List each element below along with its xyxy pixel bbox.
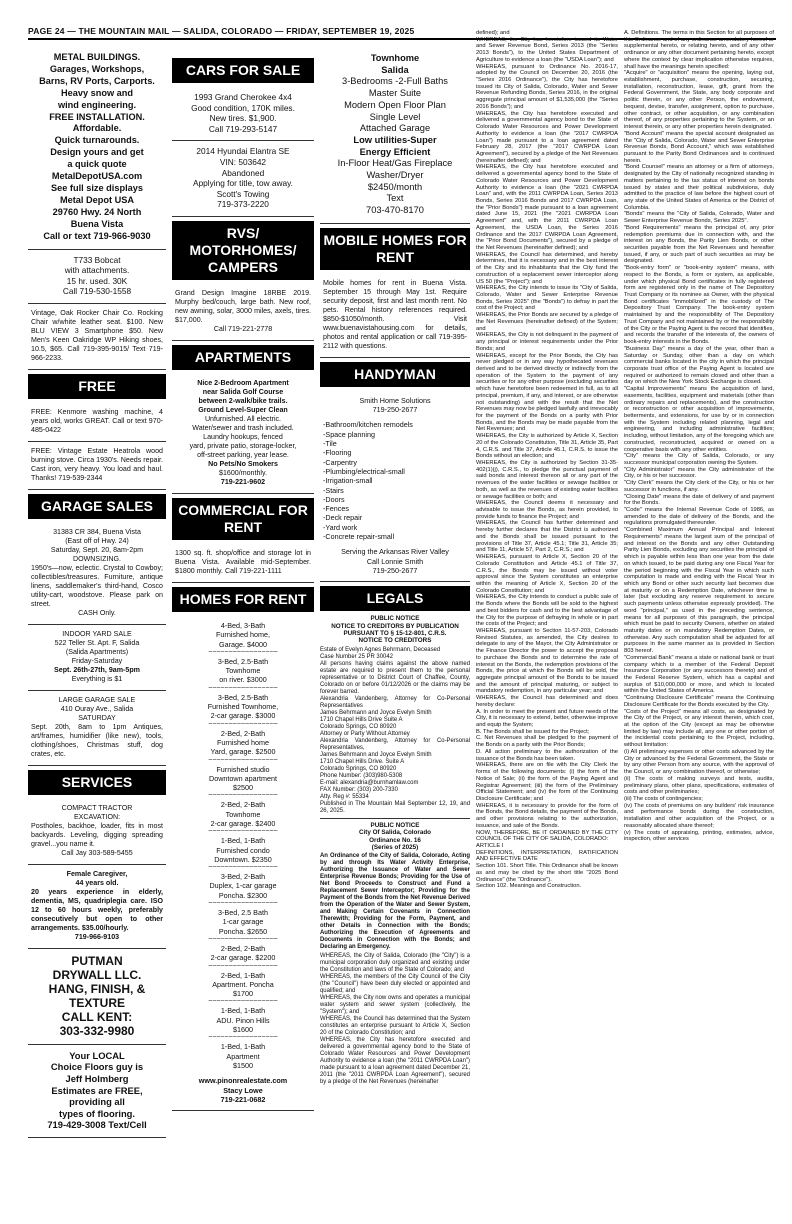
footer-line: Stacy Lowe: [223, 1085, 263, 1095]
putman-drywall-ad: [28, 949, 166, 1045]
listing-line: Furnished home: [217, 737, 269, 747]
home-listing: [175, 944, 311, 963]
ad-line: providing all: [69, 1096, 125, 1108]
list-item: -Tile: [323, 439, 337, 449]
ad-line: In-Floor Heat/Gas Fireplace: [337, 158, 453, 169]
ordinance-text-continued: defined); and WHEREAS, the City has heretofore issued its Water and Sewer Revenue Bond, Series 2013 (the "Series 2013 Bonds"), to the United States Department of Agriculture to evidence a loan (the "USDA Loan"); and WHEREAS, pursuant to Ordinance No. 2016-17, adopted by the Council on December 20, 2016 (the "Series 2016 Ordinance"), the City has heretofore issued its City of Salida, Colorado, Water and Sewer Revenue Refunding Bonds, Series 2016, in the original aggregate principal amount of $1,535,000 (the "Series 2016 Bonds"); and WHEREAS, the City has heretofore executed and delivered a governmental agency bond to the State of Colorado Water Resources and Power Development Authority to evidence a loan (the "2017 CWRPDA Loan") made pursuant to a loan agreement dated February 28, 2017 (the "2017 CWRPDA Loan Agreement"), secured by a pledge of the Net Revenues (hereinafter defined); and WHEREAS, the City has heretofore executed and delivered a governmental agency bond to the State of Colorado Water Resources and Power Development Authority to evidence a loan (the "2021 CWRPDA Loan" and, with the 2011 CWRPDA Loan, Series 2013 Bonds, Series 2016 Bonds and 2017 CWRPDA Loan, the "Prior Bonds") made pursuant to a loan agreement dated June 15, 2021 (the "2021 CWRPDA Loan Agreement" and, with the 2011 CWRPDA Loan Agreement, the USDA Loan, the Series 2016 Ordinance and the 2017 CWRPDA Loan Agreement, the "Prior Bond Documents"), secured by a pledge of the Net Revenues (hereinafter defined); and WHEREAS, the Council has determined, and hereby determines, that it is necessary and in the best interest of the City and its inhabitants that the City fund the construction of a replacement sewer interceptor along US 50 (the "Project"); and WHEREAS, the City intends to issue its "City of Salida, Colorado, Water and Sewer Enterprise Revenue Bonds, Series 2025" (the "Bonds") to defray in part the cost of the Project; and WHEREAS, the Prior Bonds are secured by a pledge of the Net Revenues (hereinafter defined) of the System; and WHEREAS, the City is not delinquent in the payment of any principal or interest requirements under the Prior Bonds; and WHEREAS, except for the Prior Bonds, the City has never pledged or in any way hypothecated revenues derived and to be derived directly or indirectly from the operation of the System to the payment of any securities or for any other purpose (excluding securities which have heretofore been redeemed in full, as to all principal, premium, if any, and interest, or are otherwise not outstanding) and with the result that the Net Revenues may now be pledged lawfully and irrevocably for the payment of the Bonds on a parity with Prior Bonds, and the Bonds may be made payable from the Net Revenues; and WHEREAS, the City is authorized by Article X, Section 20 of the Colorado Constitution, Title 31, Article 35, Part 4, C.R.S. and Title 37, Article 45.1, C.R.S. to issue the Bonds without an election; and WHEREAS, the City is authorized by Section 31-35-402(1)(j), C.R.S., to pledge the punctual payment of said bonds and interest thereon all or any part of the revenues of the water facilities or sewage facilities or both, as well as the revenues of existing water facilities or sewage facilities or both; and WHEREAS, the Council deems it necessary and advisable to issue the Bonds, as herein provided, to provide funds to finance the Project; and WHEREAS, the Council has further determined and hereby further declares that the District is authorized and the Bonds shall be issued pursuant to the provisions of Title 37, Article 45.1; Title 31, Article 35; and Title 11, Article 57, Part 2, C.R.S.; and WHEREAS, pursuant to Article X, Section 20 of the Colorado Constitution and Article 45.1 of Title 37, C.R.S., the Bonds may be issued without voter approval since the System constitutes an enterprise within the meaning of Article X, Section 20 of the Colorado Constitution; and WHEREAS, the City intends to conduct a public sale of the Bonds where the Bonds will be sold to the highest and best bidders for cash and to the best advantage of the City for the purpose of defraying in whole or in part the costs of the Project; and WHEREAS, pursuant to Section 11-57-203, Colorado Revised Statutes, as amended, the City desires to delegate to any of the Mayor, the City Administrator or the Finance Director the power to accept the proposal to purchase the Bonds and to determine the rate of interest on the Bonds, the redemption provisions of the Bonds, the price at which the Bonds will be sold, the aggregate principal amount of the Bonds to be issued and the amount of principal maturing, or subject to mandatory redemption, in any particular year; and WHEREAS, the Council has determined and does hereby declare: A. In order to meet the present and future needs of the City, it is necessary to extend, better, otherwise improve and equip the System; B. The Bonds shall be issued for the Project; C. Net Revenues shall be pledged to the payment of the Bonds on a parity with the Prior Bonds; D. All action preliminary to the authorization of the issuance of the Bonds has been taken. WHEREAS, there are on file with the City Clerk the forms of the following documents: (i) the form of the Notice of Sale; (ii) the form of the Paying Agent and Registrar Agreement; (iii) the form of the Preliminary Official Statement; and (iv) the form of the Continuing Disclosure Certificate; and WHEREAS, it is necessary to provide for the form of the Bonds, the Bond details, the payment of the Bonds, and other provisions relating to the authorization, issuance, and sale of the Bonds. NOW, THEREFORE, BE IT ORDAINED BY THE CITY COUNCIL OF THE CITY OF SALIDA, COLORADO: ARTICLE I DEFINITIONS, INTERPRETATION, RATIFICATION AND EFFECTIVE DATE Section 101. Short Title. This Ordinance shall be known as and may be cited by the short title "2025 Bond Ordinance" (the "Ordinance"). Section 102. Meanings and Construction.: [476, 30, 618, 890]
listing-line: Downtown apartment: [209, 773, 277, 783]
townhome-ad: [320, 48, 470, 224]
listing-line: 3-Bed, 2.5 Bath: [218, 908, 268, 918]
ad-line: Sept. 26th-27th, 9am-5pm: [54, 665, 140, 674]
section-handyman: HANDYMAN: [320, 362, 470, 387]
listing-separator: ~~~~~~~~~~~~~~~~~: [208, 720, 278, 728]
ad-line: Energy Efficient: [359, 146, 431, 157]
listing-line: 2-car garage. $2200: [210, 953, 276, 963]
ad-line: Nice 2-Bedroom Apartment: [197, 378, 289, 387]
ad-line: 3-Bedrooms -2-Full Baths: [342, 76, 448, 87]
listing-line: 2-Bed, 2-Bath: [220, 800, 266, 810]
ad-line: Choice Floors guy is: [50, 1061, 144, 1073]
ad-line: DOWNSIZING.: [72, 554, 122, 563]
ad-line: CALL KENT:: [61, 1009, 133, 1024]
legal-notice-2-body: WHEREAS, the City of Salida, Colorado (the "City") is a municipal corporation duly organized and existing under the Constitution and laws of the State of Colorado; and WHEREAS, the members of the City Council of the City (the "Council") have been duly elected or appointed and qualified; and WHEREAS, the City now owns and operates a municipal water system and sewer system (collectively, the "System"); and WHEREAS, the Council has determined that the System constitutes an enterprise pursuant to Article X, Section 20 of the Colorado Constitution; and WHEREAS, the City has heretofore executed and delivered a governmental agency bond to the State of Colorado Water Resources and Power Development Authority to evidence a loan (the "2011 CWRPDA Loan") made pursuant to a loan agreement dated December 21, 2011 (the "2011 CWRPDA Loan Agreement"), secured by a pledge of the Net Revenues (hereinafter: [320, 953, 470, 1086]
ad-line: 703-470-8170: [366, 205, 424, 216]
ad-line: Estimates are FREE,: [51, 1084, 143, 1096]
ad-line: types of flooring.: [58, 1107, 136, 1119]
list-item: -Plumbing/electrical-small: [323, 466, 405, 476]
listing-line: Townhome: [225, 666, 261, 676]
ad-line: EXCAVATION:: [73, 812, 121, 821]
legal-notice-1-heading: PUBLIC NOTICE NOTICE TO CREDITORS BY PUBLICATION PURSUANT TO § 15-12-801, C.R.S. NOTICE TO CREDITORS: [331, 615, 459, 645]
ad-line: 31383 CR 384, Buena Vista: [53, 527, 141, 536]
listing-line: 2-Bed, 2-Bath: [220, 728, 266, 738]
ad-line: Applying for title, tow away.: [193, 178, 293, 189]
section-commercial: COMMERCIAL FOR RENT: [172, 498, 314, 540]
ad-line: T733 Bobcat: [73, 254, 121, 265]
ad-line: TEXTURE: [68, 995, 125, 1010]
home-listing: [175, 693, 311, 721]
section-apartments: APARTMENTS: [172, 345, 314, 370]
car-ad-2: [172, 141, 314, 217]
ad-line: Female Caregiver,: [66, 869, 128, 878]
ad-line: Laundry hookups, fenced: [203, 432, 283, 441]
ad-line: (East off of Hwy. 24): [65, 536, 129, 545]
ad-line: 303-332-9980: [59, 1023, 135, 1038]
listing-line: Garage. $4000: [219, 639, 267, 649]
ad-line: Single Level: [369, 111, 421, 122]
listing-line: Duplex, 1-car garage: [209, 881, 277, 891]
ad-line: Good condition, 170K miles.: [191, 102, 295, 113]
section-services: SERVICES: [28, 770, 166, 795]
ad-line: Barns, RV Ports, Carports.: [39, 75, 155, 86]
ad-line: a quick quote: [67, 159, 127, 170]
listing-separator: ~~~~~~~~~~~~~~~~~: [208, 962, 278, 970]
ad-line: Scott's Towing: [216, 188, 270, 199]
home-listing: [175, 971, 311, 999]
ad-line: 522 Teller St. Apt. F, Salida: [54, 638, 140, 647]
home-listing: [175, 657, 311, 685]
listing-line: 3-Bed, 2.5-Bath: [217, 656, 269, 666]
listing-separator: ~~~~~~~~~~~~~~~~~: [208, 935, 278, 943]
homes-footer: [175, 1076, 311, 1104]
ad-body: Postholes, backhoe, loader, fits in most backyards. Leveling, digging spreading gravel...you name it.: [31, 821, 163, 848]
ad-line: Master Suite: [368, 88, 422, 99]
legal-notice-2-heading: PUBLIC NOTICE City Of Salida, Colorado Ordinance No. 16 (Series of 2025): [358, 821, 432, 852]
section-free: FREE: [28, 374, 166, 399]
ad-line: Abandoned: [221, 167, 265, 178]
section-rvs: RVS/ MOTORHOMES/ CAMPERS: [172, 221, 314, 280]
ad-line: between 2-walk/bike trails.: [198, 396, 288, 405]
bobcat-ad: [28, 250, 166, 304]
free-ad-1: FREE: Kenmore washing machine, 4 years old, works GREAT. Call or text 970-485-0422: [28, 403, 166, 442]
footer-line: www.pinonrealestate.com: [198, 1076, 288, 1086]
ad-line: CASH Only.: [78, 608, 116, 617]
ad-line: 15 hr. used. 30K: [66, 275, 128, 286]
list-item: -Yard work: [323, 522, 358, 532]
listing-line: on river. $3000: [219, 675, 267, 685]
ad-line: 410 Ouray Ave., Salida: [60, 704, 134, 713]
column-5: [624, 30, 774, 1210]
section-homes-for-rent: HOMES FOR RENT: [172, 587, 314, 612]
ad-line: $1600/monthly.: [219, 468, 267, 477]
ad-line: Metal Depot USA: [59, 194, 135, 205]
column-2: [172, 48, 314, 1111]
home-listing: [175, 729, 311, 757]
listing-separator: ~~~~~~~~~~~~~~~~~: [208, 998, 278, 1006]
listing-line: Poncha. $2650: [218, 926, 268, 936]
home-listing: [175, 872, 311, 900]
listing-separator: ~~~~~~~~~~~~~~~~~: [208, 900, 278, 908]
metal-buildings-ad: [28, 48, 166, 250]
listing-line: $1600: [233, 1025, 253, 1035]
ad-line: Ground Level-Super Clean: [198, 405, 288, 414]
list-item: -Concrete repair-small: [323, 532, 395, 541]
ad-line: Heavy snow and: [61, 87, 133, 98]
listing-line: 2-Bed, 1-Bath: [220, 970, 266, 980]
ad-line: 719-373-2220: [217, 199, 269, 210]
ad-line: 2014 Hyundai Elantra SE: [196, 146, 290, 157]
section-garage-sales: GARAGE SALES: [28, 494, 166, 519]
ad-line: yard, private patio, storage-locker,: [189, 441, 297, 450]
home-listing: [175, 800, 311, 828]
listing-separator: ~~~~~~~~~~~~~~~~~: [208, 1034, 278, 1042]
listing-separator: ~~~~~~~~~~~~~~~~~: [208, 756, 278, 764]
ad-line: MetalDepotUSA.com: [51, 171, 143, 182]
listing-line: $2500: [233, 783, 253, 793]
listing-line: Apartment. Poncha: [212, 979, 274, 989]
home-listing: [175, 1042, 311, 1070]
ad-body: 20 years experience in elderly, dementia, MS, quadriplegia care. ISO 12 to 60 hours weekly, preferably consecutively but open to other arrangements. $35.00/hourly.: [31, 887, 163, 932]
ad-line: 29760 Hwy. 24 North: [52, 206, 142, 217]
listing-line: 2-Bed, 2-Bath: [220, 943, 266, 953]
ad-line: 719-250-2677: [372, 405, 418, 415]
ad-line: Townhome: [370, 53, 420, 63]
ad-line: Modern Open Floor Plan: [344, 99, 446, 110]
listing-line: Townhome: [225, 809, 261, 819]
home-listing: [175, 836, 311, 864]
apartment-ad: [172, 374, 314, 494]
section-legals: LEGALS: [320, 586, 470, 611]
ad-line: (Salida Apartments): [65, 647, 129, 656]
ad-line: PUTMAN: [71, 953, 123, 968]
ad-line: 719-250-2677: [372, 565, 418, 575]
rv-ad: [172, 284, 314, 341]
list-item: -Irrigation-small: [323, 476, 373, 486]
ad-line: off-street parking, year lease.: [197, 450, 289, 459]
listing-line: Furnished condo: [216, 845, 270, 855]
ad-line: HANG, FINISH, &: [48, 981, 146, 996]
listing-line: 3-Bed, 2.5-Bath: [217, 692, 269, 702]
ad-line: Garages, Workshops,: [49, 63, 145, 74]
listing-line: Furnished home,: [216, 630, 270, 640]
ad-line: 719-966-9103: [74, 932, 120, 941]
listing-line: Downtown. $2350: [214, 854, 272, 864]
ad-line: METAL BUILDINGS.: [53, 52, 141, 62]
listing-separator: ~~~~~~~~~~~~~~~~~: [208, 828, 278, 836]
ad-line: SATURDAY: [78, 713, 116, 722]
ad-line: Your LOCAL: [69, 1049, 125, 1061]
ad-line: Washer/Dryer: [366, 170, 424, 181]
ad-line: Design yours and get: [50, 147, 144, 158]
legal-notice-2-title: An Ordinance of the City of Salida, Colorado, Acting by and through Its Water Activity Enterprise, Authorizing the Issuance of Water and Sewer Enterprise Revenue Bonds; Providing for the Use of Net Bond Proceeds to Construct and Fund a Replacement Sewer Interceptor; Providing for the Payment of the Bonds from the Net Revenue Derived from the Operation of the Water and Sewer System, and Making Certain Covenants in Connection Therewith; Providing for the Form, Payment, and other Details in Connection with the Bonds; Authorizing the Execution of Agreements and Documents in Connection with the Bonds; and Declaring an Emergency.: [320, 853, 470, 951]
listing-separator: ~~~~~~~~~~~~~~~~~: [208, 864, 278, 872]
section-cars: CARS FOR SALE: [172, 58, 314, 83]
ad-body: Grand Design Imagine 18RBE 2019. Murphy bed/couch, large bath. New roof, new awning, solar, 3000 miles, axels, tires. $17,000.: [175, 288, 311, 324]
listing-line: Furnished Townhome,: [207, 702, 279, 712]
listing-separator: ~~~~~~~~~~~~~~~~~: [208, 648, 278, 656]
listing-line: Yard, garage. $2500: [210, 747, 276, 757]
ad-line: Low utilities-Super: [353, 134, 437, 145]
home-listing: [175, 1006, 311, 1034]
ad-line: See full size displays: [51, 182, 143, 193]
ad-body: Sept. 20th, 8am to 1pm Antiques, art/frames, humidifier (like new), tools, clothing/shoes, Christmas stuff, dog crates, etc.: [31, 722, 163, 758]
ad-line: Text: [386, 193, 404, 204]
listing-separator: ~~~~~~~~~~~~~~~~~: [208, 684, 278, 692]
listing-line: $1500: [233, 1060, 253, 1070]
handyman-ad: [320, 391, 470, 582]
ordinance-definitions: A. Definitions. The terms in this Section for all purposes of this Ordinance and of any ordinance amendatory hereof or supplemental hereto, or relating hereto, and of any other ordinance or any other document pertaining hereto, except where the context by clear implication otherwise requires, shall have the meanings herein specified: "Acquire" or "acquisition" means the opening, laying out, establishment, purchase, construction, securing, installation, reconstruction, lease, gift, grant from the Federal Government, the State, any body corporate and politic therein, or any other Person, the endowment, bequest, devise, transfer, assignment, option to purchase, other contract, or other acquisition, or any combination thereof, of any properties pertaining to the System, or an interest therein, or any other properties herein designated. "Bond Account" means the special account designated as the "City of Salida, Colorado, Water and Sewer Enterprise Revenue Bonds, Bond Account," which was established pursuant to the Parity Bond Ordinances and is continued herein. "Bond Counsel" means an attorney or a firm of attorneys, designated by the City of nationally recognized standing in matters pertaining to the tax status of interest on bonds issued by states and their political subdivisions, duly admitted to the practice of law before the highest court of any state of the United States of America or the District of Columbia. "Bonds" means the "City of Salida, Colorado, Water and Sewer Enterprise Revenue Bonds, Series 2025". "Bond Requirements" means the principal of, any prior redemption premiums due in connection with, and the interest on any Bonds, the Parity Lien Bonds, or other securities payable from the Net Revenues and hereafter issued, if any, or such part of such securities as may be designated. "Book-entry form" or "book-entry system" means, with respect to the Bonds, a form or system, as applicable, under which physical Bond certificates in fully registered form are registered only in the name of The Depository Trust Company or its nominee as Owner, with the physical Bond certificates "immobilized" in the custody of The Depository Trust Company. The book-entry system maintained by and the responsibility of The Depository Trust Company and not maintained by or the responsibility of the City or the Paying Agent is the record that identifies, and records the transfer of the interests of, the owners of book-entry interests in the Bonds. "Business Day" means a day of the year, other than a Saturday or Sunday, other than a day on which commercial banks located in the city in which the principal corporate trust office of the Paying Agent is located are required or authorized to remain closed and other than a day on which the New York Stock Exchange is closed. "Capital Improvements" means the acquisition of land, easements, facilities, equipment and materials (other than ordinary repairs and replacements), and the construction or reconstruction or other acquisition of improvements, betterments, and extensions, for use by or in connection with the System including related planning, legal and engineering, and including administrative facilities; including, without limitation, any of the foregoing which are constructed, reconstructed, acquired or owned on a cooperative basis with any other entities. "City" means the City of Salida, Colorado, or any successor municipal corporation owning the System. "City Administrator" means the City administrator of the City, or his or her successor. "City Clerk" means the City clerk of the City, or his or her successor in functions, if any. "Closing Date" means the date of delivery of and payment for the Bonds. "Code" means the Internal Revenue Code of 1986, as amended to the date of delivery of the Bonds, and the regulations promulgated thereunder. "Combined Maximum Annual Principal and Interest Requirements" means the largest sum of the principal of and interest on the Bonds and any other Outstanding Parity Lien Bonds, excluding any securities the principal of which is payable within less than one year from the date on which issued, to be paid during any one Fiscal Year for the period beginning with the Fiscal Year in which such computation is made and ending with the Fiscal Year in which any Bond or other such security last becomes due at maturity or on a Redemption Date, whichever time is later (but excluding any reserve requirement to secure such payments unless otherwise expressly provided). The word "principal," as used in the preceding sentence, means for all purposes of this paragraph, the principal which must be paid to security Owners, whether on stated maturity dates or on mandatory Redemption Dates, or otherwise. Any such computation shall be adjusted for all purposes in the same manner as is provided in Section 803 hereof. "Commercial Bank" means a state or national bank or trust company which is a member of the Federal Deposit Insurance Corporation (or any successors thereto) and of the Federal Reserve System, which has a capital and surplus of $10,000,000 or more, and which is located within the United States of America. "Continuing Disclosure Certificate" means the Continuing Disclosure Certificate for the Bonds executed by the City. "Costs of the Project" means all costs, as designated by the City of the Project, or any interest therein, which cost, at the option of the City (except as may be otherwise limited by law) may include all, any one or other portion of the incidental costs pertaining to the Project, including, without limitation: (i) All preliminary expenses or other costs advanced by the City or advanced by the Federal Government, the State or by any other Person from any source, with the approval of the Council, or any combination thereof, or otherwise; (ii) The costs of making surveys and tests, audits, preliminary plans, other plans, specifications, estimates of costs and other preliminaries; (iii) The costs of contingencies; (iv) The costs of premiums on any builders' risk insurance and performance bonds during the construction, installation and other acquisition of the Project, or a reasonably allocated share thereof; (v) The costs of appraising, printing, estimates, advice, inspection, other services: [624, 30, 774, 843]
ad-line: Saturday, Sept. 20, 8am-2pm: [50, 545, 144, 554]
ad-line: Everything is $1: [71, 674, 123, 683]
homes-list: [172, 616, 314, 1111]
list-item: -Fences: [323, 504, 349, 514]
listing-line: 2-car garage. $2400: [210, 818, 276, 828]
garage-sale-1: [28, 523, 166, 625]
ad-line: DRYWALL LLC.: [52, 967, 142, 982]
garage-sale-2: [28, 625, 166, 691]
listing-line: 1-Bed, 1-Bath: [220, 1042, 266, 1052]
legal-notice-1-body: Estate of Evelyn Agnes Behrmann, Deceased Case Number 25 PR 30042 All persons having claims against the above named estate are required to present them to the personal representative or to District Court of Chaffee, County, Colorado on or before 01/12/2026 or the claims may be forever barred. Alexandria Vandenberg, Attorney for Co-Personal Representatives James Behrmann and Joyce Evelyn Smith 1710 Chapel Hills Drive Suite A Colorado Springs, CO 80920 Attorney or Party Without Attorney Alexandria Vandenberg, Attorney for Co-Personal Representatives, James Behrmann and Joyce Evelyn Smith 1710 Chapel Hills Drive. Suite A Colorado Springs, CO 80920 Phone Number: (303)980-5308 E-mail: alexandria@burnhamlaw.com FAX Number: (303) 200-7330 Atty. Reg #: 55334 Published in The Mountain Mail September 12, 19, and 26, 2025.: [320, 646, 470, 814]
caregiver-ad: [28, 865, 166, 949]
listing-line: ADU. Pinon Hills: [216, 1015, 270, 1025]
listing-line: 1-Bed, 1-Bath: [220, 836, 266, 846]
ad-line: Call 719-293-5147: [208, 123, 278, 134]
ad-line: Buena Vista: [70, 218, 124, 229]
list-item: -Doors: [323, 494, 345, 504]
column-3: [320, 48, 470, 1086]
ad-line: Call 719-221-2778: [213, 324, 273, 333]
ad-line: Friday-Saturday: [71, 656, 123, 665]
listing-line: $1700: [233, 989, 253, 999]
listing-line: 1-Bed, 1-Bath: [220, 1006, 266, 1016]
flooring-ad: [28, 1045, 166, 1138]
list-item: -Deck repair: [323, 513, 363, 523]
section-mobile-homes: MOBILE HOMES FOR RENT: [320, 228, 470, 270]
ad-line: Water/sewer and trash included.: [192, 423, 294, 432]
listing-separator: ~~~~~~~~~~~~~~~~~: [208, 792, 278, 800]
ad-line: Quick turnarounds.: [54, 135, 140, 146]
home-listing: [175, 765, 311, 793]
home-listing: [175, 621, 311, 649]
ad-line: with attachments.: [64, 265, 130, 276]
ad-line: Serving the Arkansas River Valley: [341, 547, 449, 557]
ad-line: Attached Garage: [359, 123, 431, 134]
list-item: -Stairs: [323, 485, 344, 495]
listing-line: 1-car garage: [222, 917, 264, 927]
listing-line: 2-car garage. $3000: [210, 711, 276, 721]
ad-line: FREE INSTALLATION.: [49, 111, 145, 122]
column-4: [476, 30, 618, 1210]
ad-line: Salida: [381, 64, 409, 75]
ad-line: 44 years old.: [75, 878, 119, 887]
ad-line: New tires. $1,900.: [209, 113, 277, 124]
ad-body: 1950's—now, eclectic. Crystal to Cowboy; collectibles/treasures. Furniture, antique linens, saddlemaker's third-hand, Cosco utility-cart, woodstove. Please park on street.: [31, 563, 163, 608]
ad-line: Call Jay 303-589-5455: [61, 848, 133, 857]
ad-line: 1993 Grand Cherokee 4x4: [194, 92, 292, 102]
home-listing: [175, 908, 311, 936]
garage-sale-3: [28, 691, 166, 766]
list-item: -Flooring: [323, 448, 352, 458]
ad-line: COMPACT TRACTOR: [61, 803, 133, 812]
ad-line: 719-429-3008 Text/Cell: [47, 1119, 147, 1131]
listing-line: Poncha. $2300: [218, 890, 268, 900]
ad-line: Jeff Holmberg: [65, 1073, 129, 1085]
ad-line: VIN: 503642: [219, 156, 267, 167]
ad-line: INDOOR YARD SALE: [62, 629, 132, 638]
ad-line: Smith Home Solutions: [359, 395, 431, 405]
vintage-ad: Vintage, Oak Rocker Chair Co. Rocking Chair w/white leather seat. $100. New BLU VIEW 3 Smartphone $50. New Men's Keen Oakridge WP Hiking shoes, 10.5, $65. Call 719-395-9015/ Text 719-966-2233.: [28, 304, 166, 370]
list-item: -Space planning: [323, 429, 375, 439]
ad-line: LARGE GARAGE SALE: [58, 695, 136, 704]
ad-line: near Salida Golf Course: [202, 387, 284, 396]
commercial-ad: 1300 sq. ft. shop/office and storage lot in Buena Vista. Available mid-September. $1800 monthly. Call 719-221-1111: [172, 544, 314, 583]
car-ad-1: [172, 87, 314, 141]
footer-line: 719-221-0682: [220, 1094, 266, 1104]
ad-line: Call 719-530-1558: [62, 286, 132, 297]
listing-line: Furnished studio: [216, 764, 270, 774]
page-header: PAGE 24 — THE MOUNTAIN MAIL — SALIDA, COLORADO — FRIDAY, SEPTEMBER 19, 2025: [28, 26, 776, 40]
free-ad-2: FREE: Vintage Estate Heatrola wood burning stove. Circa 1930's. Needs repair. Cast iron, very heavy. You load and haul. Thanks! 719-539-2344: [28, 442, 166, 490]
mobile-homes-ad: Mobile homes for rent in Buena Vista. September 15 through May 1st. Require security deposit, first and last month rent. No pets. Rental history references required. $850-$1050/month. Visit www.buenavistahousing.com for details, photos and rental application or call 719-395-2112 with questions.: [320, 274, 470, 358]
listing-line: 4-Bed, 3-Bath: [220, 620, 266, 630]
ad-line: Call or text 719-966-9030: [43, 230, 151, 241]
ad-line: 719-221-9602: [220, 477, 266, 486]
ad-line: $2450/month: [367, 181, 423, 192]
ad-line: No Pets/No Smokers: [208, 459, 278, 468]
column-1: [28, 48, 166, 1138]
ad-line: wind engineering.: [57, 99, 137, 110]
list-item: -Carpentry: [323, 457, 357, 467]
listing-line: Apartment: [226, 1051, 260, 1061]
list-item: -Bathroom/kitchen remodels: [323, 420, 413, 430]
ad-line: Unfurnished. All electric.: [204, 414, 282, 423]
ad-line: Affordable.: [72, 123, 122, 134]
ad-line: Call Lonnie Smith: [366, 556, 424, 566]
listing-line: 3-Bed, 2-Bath: [220, 872, 266, 882]
tractor-ad: [28, 799, 166, 865]
